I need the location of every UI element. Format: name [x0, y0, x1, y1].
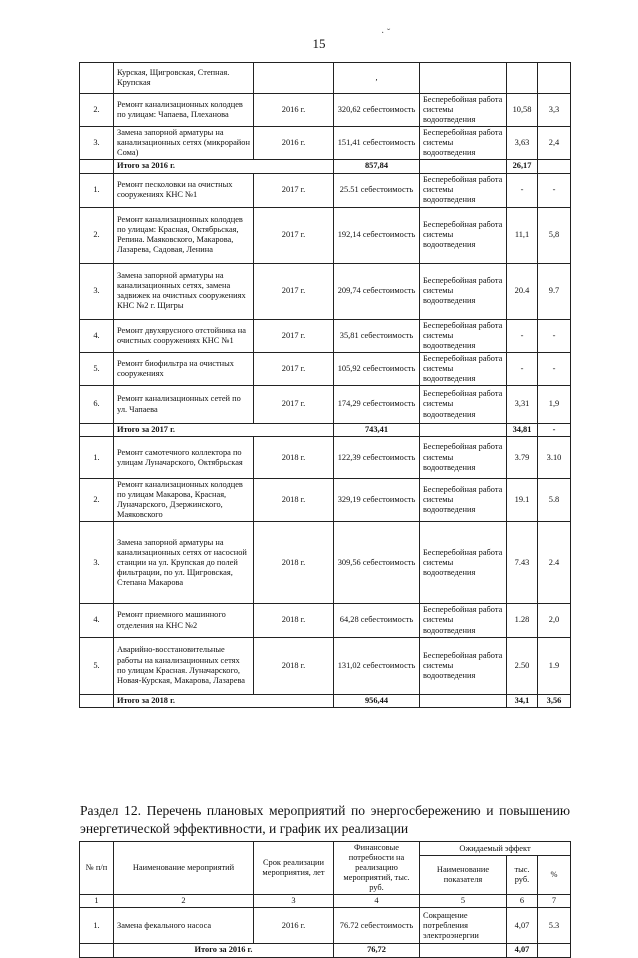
- header-finance: Финансовые потребности на реализацию мероприятий, тыс. руб.: [334, 842, 420, 895]
- row-year: 2017 г.: [254, 352, 334, 385]
- row-year: 2016 г.: [254, 94, 334, 127]
- row-value-1: 1.28: [507, 604, 538, 637]
- table-row: [80, 173, 571, 207]
- row-number: 1.: [80, 437, 114, 479]
- col-number: 2: [114, 895, 254, 908]
- row-name: Ремонт канализационных колодцев по улицам: Красная, Октябрьская, Репина. Маяковского, Макарова, Лазарева, Садовая, Ленина: [114, 207, 254, 263]
- row-cost: 174,29 себестоимость: [334, 386, 420, 424]
- table-row: [80, 637, 571, 694]
- total-row: [80, 160, 571, 173]
- row-value-2: 5,8: [538, 207, 571, 263]
- header-term: Срок реализации мероприятия, лет: [254, 842, 334, 895]
- row-year: 2017 г.: [254, 319, 334, 352]
- row-pct: 5.3: [538, 908, 571, 944]
- row-year: 2018 г.: [254, 479, 334, 522]
- col-number: 1: [80, 895, 114, 908]
- row-year: 2017 г.: [254, 173, 334, 207]
- row-effect: Бесперебойная работа системы водоотведения: [420, 263, 507, 319]
- row-value-1: 3,63: [507, 127, 538, 160]
- row-effect: Бесперебойная работа системы водоотведения: [420, 319, 507, 352]
- table-row: [80, 604, 571, 637]
- row-indicator: Сокращение потребления электроэнергии: [420, 908, 507, 944]
- row-number: [80, 63, 114, 94]
- row-number: 3.: [80, 522, 114, 604]
- total-label: Итого за 2017 г.: [114, 424, 334, 437]
- row-value-2: 9.7: [538, 263, 571, 319]
- row-effect: Бесперебойная работа системы водоотведения: [420, 437, 507, 479]
- row-name: Ремонт приемного машинного отделения на КНС №2: [114, 604, 254, 637]
- row-name: Ремонт самотечного коллектора по улицам Луначарского, Октябрьская: [114, 437, 254, 479]
- col-number: 4: [334, 895, 420, 908]
- row-value-2: 1.9: [538, 637, 571, 694]
- row-effect: Бесперебойная работа системы водоотведения: [420, 207, 507, 263]
- row-number: 2.: [80, 207, 114, 263]
- row-cost: 122,39 себестоимость: [334, 437, 420, 479]
- table-row: [80, 522, 571, 604]
- total-value-2: [538, 160, 571, 173]
- total-cost: 857,84: [334, 160, 420, 173]
- empty-cell: [80, 424, 114, 437]
- row-year: 2018 г.: [254, 522, 334, 604]
- page-number: 15: [312, 36, 326, 51]
- row-value-1: 11,1: [507, 207, 538, 263]
- row-year: [254, 63, 334, 94]
- row-cost: 192,14 себестоимость: [334, 207, 420, 263]
- row-rub: 4,07: [507, 908, 538, 944]
- row-number: 2.: [80, 94, 114, 127]
- row-value-2: -: [538, 352, 571, 385]
- row-name: Ремонт двухярусного отстойника на очистных сооружениях КНС №1: [114, 319, 254, 352]
- total-rub: 4,07: [507, 944, 538, 957]
- row-value-1: 7.43: [507, 522, 538, 604]
- row-cost: 209,74 себестоимость: [334, 263, 420, 319]
- row-value-2: 3.10: [538, 437, 571, 479]
- row-cost: 76.72 себестоимость: [334, 908, 420, 944]
- row-value-2: -: [538, 173, 571, 207]
- row-number: 3.: [80, 263, 114, 319]
- row-number: 2.: [80, 479, 114, 522]
- row-value-1: [507, 63, 538, 94]
- row-number: 5.: [80, 352, 114, 385]
- total-row: [80, 694, 571, 707]
- col-number: 5: [420, 895, 507, 908]
- table-row: [80, 127, 571, 160]
- header-indicator: Наименование показателя: [420, 856, 507, 895]
- row-value-2: -: [538, 319, 571, 352]
- header-pct: %: [538, 856, 571, 895]
- header-name: Наименование мероприятий: [114, 842, 254, 895]
- row-name: Ремонт биофильтра на очистных сооружениях: [114, 352, 254, 385]
- row-year: 2018 г.: [254, 604, 334, 637]
- row-name: Замена запорной арматуры на канализационных сетях (микрорайон Сома): [114, 127, 254, 160]
- row-cost: 309,56 себестоимость: [334, 522, 420, 604]
- row-name: Ремонт канализационных сетей по ул. Чапаева: [114, 386, 254, 424]
- empty-cell: [420, 160, 507, 173]
- row-effect: [420, 63, 507, 94]
- row-effect: Бесперебойная работа системы водоотведения: [420, 127, 507, 160]
- row-name: Ремонт канализационных колодцев по улицам: Чапаева, Плеханова: [114, 94, 254, 127]
- row-year: 2017 г.: [254, 207, 334, 263]
- row-year: 2016 г.: [254, 908, 334, 944]
- row-value-2: 3,3: [538, 94, 571, 127]
- total-value-2: -: [538, 424, 571, 437]
- total-row: [80, 944, 571, 957]
- row-cost: 151,41 себестоимость: [334, 127, 420, 160]
- row-effect: Бесперебойная работа системы водоотведения: [420, 479, 507, 522]
- row-value-1: 3,31: [507, 386, 538, 424]
- row-cost: 105,92 себестоимость: [334, 352, 420, 385]
- row-year: 2016 г.: [254, 127, 334, 160]
- row-cost: 329,19 себестоимость: [334, 479, 420, 522]
- row-number: 4.: [80, 319, 114, 352]
- table-row: [80, 479, 571, 522]
- total-value-1: 34,1: [507, 694, 538, 707]
- row-name: Курская, Щигровская, Степная. Крупская: [114, 63, 254, 94]
- table-row: [80, 319, 571, 352]
- table-row: [80, 63, 571, 94]
- row-name: Замена запорной арматуры на канализационных сетях, замена задвижек на очистных сооружениях КНС №2 г. Щигры: [114, 263, 254, 319]
- row-number: 6.: [80, 386, 114, 424]
- total-cost: 743,41: [334, 424, 420, 437]
- row-value-1: 3.79: [507, 437, 538, 479]
- row-effect: Бесперебойная работа системы водоотведения: [420, 352, 507, 385]
- row-value-2: 2,0: [538, 604, 571, 637]
- table-row: [80, 386, 571, 424]
- row-effect: Бесперебойная работа системы водоотведения: [420, 604, 507, 637]
- row-year: 2017 г.: [254, 386, 334, 424]
- row-value-1: 20.4: [507, 263, 538, 319]
- table-row: [80, 437, 571, 479]
- row-year: 2018 г.: [254, 437, 334, 479]
- row-value-2: 5.8: [538, 479, 571, 522]
- row-value-2: [538, 63, 571, 94]
- total-value-1: 34,81: [507, 424, 538, 437]
- row-value-2: 2.4: [538, 522, 571, 604]
- row-name: Ремонт канализационных колодцев по улицам Макарова, Красная, Луначарского, Дзержинского, Маяковского: [114, 479, 254, 522]
- row-cost: 320,62 себестоимость: [334, 94, 420, 127]
- row-number: 5.: [80, 637, 114, 694]
- row-name: Замена запорной арматуры на канализационных сетях от насосной станции на ул. Крупская до полей фильтрации, по ул. Щигровская, Степана Макарова: [114, 522, 254, 604]
- col-number: 3: [254, 895, 334, 908]
- table-row: [80, 352, 571, 385]
- table-row: [80, 94, 571, 127]
- empty-cell: [420, 424, 507, 437]
- table-row: [80, 263, 571, 319]
- row-value-1: 2.50: [507, 637, 538, 694]
- row-value-2: 2,4: [538, 127, 571, 160]
- row-number: 1.: [80, 173, 114, 207]
- col-number: 7: [538, 895, 571, 908]
- row-name: Ремонт песколовки на очистных сооружениях КНС №1: [114, 173, 254, 207]
- row-cost: 25.51 себестоимость: [334, 173, 420, 207]
- row-value-1: -: [507, 319, 538, 352]
- total-label: Итого за 2018 г.: [114, 694, 334, 707]
- total-cost: 956,44: [334, 694, 420, 707]
- header-rub: тыс. руб.: [507, 856, 538, 895]
- row-effect: Бесперебойная работа системы водоотведения: [420, 94, 507, 127]
- row-cost: 131,02 себестоимость: [334, 637, 420, 694]
- scan-mark: · ˇ: [381, 28, 391, 39]
- row-number: 3.: [80, 127, 114, 160]
- total-label: Итого за 2016 г.: [114, 160, 334, 173]
- row-name: Аварийно-восстановительные работы на канализационных сетях по улицам Красная. Луначарского, Новая-Курская, Макарова, Лазарева: [114, 637, 254, 694]
- row-value-1: 10,58: [507, 94, 538, 127]
- row-value-2: 1,9: [538, 386, 571, 424]
- section-heading: Раздел 12. Перечень плановых мероприятий по энергосбережению и повышению энергетической эффективности, и график их реализации: [80, 803, 570, 837]
- row-year: 2017 г.: [254, 263, 334, 319]
- total-label: Итого за 2016 г.: [114, 944, 334, 957]
- row-effect: Бесперебойная работа системы водоотведения: [420, 522, 507, 604]
- row-effect: Бесперебойная работа системы водоотведения: [420, 637, 507, 694]
- table-row: [80, 908, 571, 944]
- total-value-2: 3,56: [538, 694, 571, 707]
- row-value-1: -: [507, 352, 538, 385]
- row-number: 4.: [80, 604, 114, 637]
- row-year: 2018 г.: [254, 637, 334, 694]
- row-effect: Бесперебойная работа системы водоотведения: [420, 173, 507, 207]
- measures-table: [79, 62, 571, 708]
- row-cost: ,: [334, 63, 420, 94]
- row-cost: 64,28 себестоимость: [334, 604, 420, 637]
- row-number: 1.: [80, 908, 114, 944]
- header-num: № п/п: [80, 842, 114, 895]
- row-effect: Бесперебойная работа системы водоотведения: [420, 386, 507, 424]
- col-number: 6: [507, 895, 538, 908]
- row-value-1: -: [507, 173, 538, 207]
- total-value-1: 26,17: [507, 160, 538, 173]
- table-row: [80, 207, 571, 263]
- empty-cell: [80, 694, 114, 707]
- row-cost: 35,81 себестоимость: [334, 319, 420, 352]
- energy-measures-table: [79, 841, 571, 958]
- total-row: [80, 424, 571, 437]
- empty-cell: [420, 694, 507, 707]
- total-cost: 76,72: [334, 944, 420, 957]
- row-name: Замена фекального насоса: [114, 908, 254, 944]
- empty-cell: [80, 160, 114, 173]
- header-effect-group: Ожидаемый эффект: [420, 842, 571, 856]
- row-value-1: 19.1: [507, 479, 538, 522]
